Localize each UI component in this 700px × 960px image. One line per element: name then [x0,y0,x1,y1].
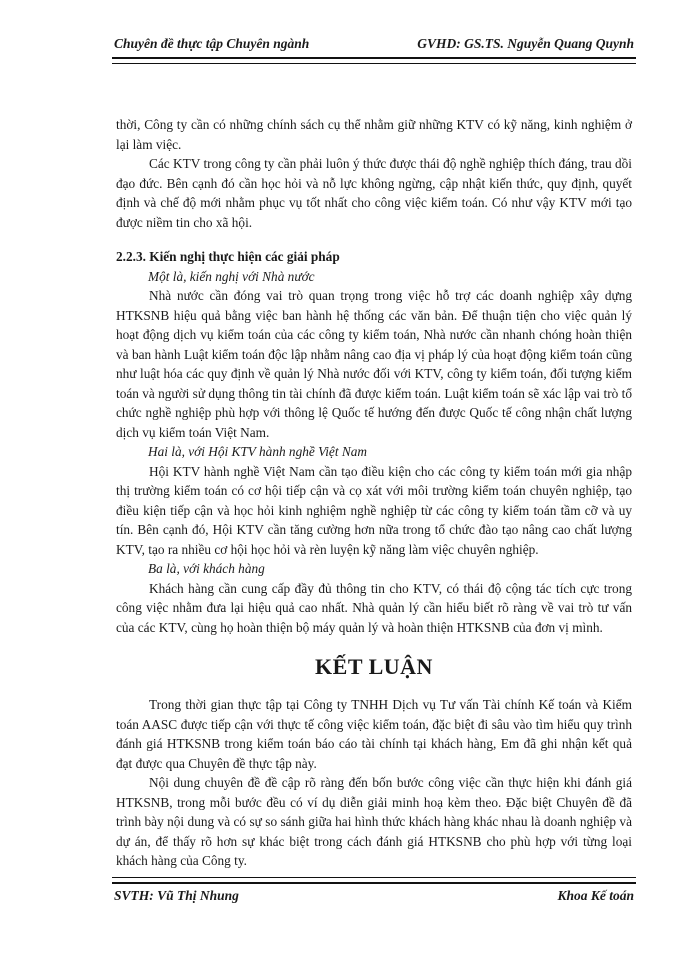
paragraph-conclusion-1: Trong thời gian thực tập tại Công ty TNHH Dịch vụ Tư vấn Tài chính Kế toán và Kiểm toán AASC được tiếp cận với thực tế công việc kiểm toán, đặc biệt đi sâu vào tìm hiểu quy trình đánh giá HTKSNB trong kiểm toán báo cáo tài chính tại khách hàng, Em đã ghi nhận kết quả đạt được qua Chuyên đề thực tập này. [116,697,632,771]
page-footer [114,888,634,904]
paragraph-continuation: thời, Công ty cần có những chính sách cụ thể nhằm giữ những KTV có kỹ năng, kinh nghiệm ở lại làm việc. [116,117,632,152]
paragraph-association: Hội KTV hành nghề Việt Nam cần tạo điều kiện cho các công ty kiểm toán mới gia nhập thị trường kiểm toán có cơ hội tiếp cận và cọ xát với môi trường kiểm toán chuyên nghiệp, tạo điều kiện tiếp cận và học hỏi kinh nghiệm nghề nghiệp từ các công ty kiểm toán tầm cỡ và uy tín. Bên cạnh đó, Hội KTV cần tăng cường hơn nữa trong tổ chức đào tạo nâng cao chất lượng KTV, tạo ra nhiều cơ hội học hỏi và rèn luyện kỹ năng làm việc chuyên nghiệp. [116,463,632,557]
paragraph-ktv-ethics: Các KTV trong công ty cần phải luôn ý thức được thái độ nghề nghiệp thích đáng, trau dồi đạo đức. Bên cạnh đó cần học hỏi và nỗ lực không ngừng, cập nhật kiến thức, quy định, quyết định và chế độ mới nhằm phục vụ tốt nhất cho công việc kiểm toán. Có như vậy KTV mới tạo được niềm tin cho xã hội. [116,156,632,230]
page-body [116,115,632,871]
paragraph-conclusion-2: Nội dung chuyên đề đề cập rõ ràng đến bốn bước công việc cần thực hiện khi đánh giá HTKSNB, trong mỗi bước đều có ví dụ diễn giải minh hoạ kèm theo. Đặc biệt Chuyên đề đã trình bày nội dung và có sự so sánh giữa hai hình thức khách hàng khác nhau là doanh nghiệp và dự án, để thấy rõ hơn sự khác biệt trong cách đánh giá HTKSNB cho phù hợp với từng loại khách hàng của Công ty. [116,775,632,868]
section-heading: 2.2.3. Kiến nghị thực hiện các giải pháp [116,249,340,264]
conclusion-title: KẾT LUẬN [315,654,433,679]
footer-student: SVTH: Vũ Thị Nhung [114,888,239,903]
subheading-clients: Ba là, với khách hàng [148,561,265,576]
page-header [114,36,634,52]
footer-divider [112,877,636,884]
subheading-association: Hai là, với Hội KTV hành nghề Việt Nam [148,444,367,459]
footer-department: Khoa Kế toán [557,888,634,903]
header-supervisor: GVHD: GS.TS. Nguyễn Quang Quynh [417,36,634,51]
paragraph-clients: Khách hàng cần cung cấp đầy đủ thông tin cho KTV, có thái độ cộng tác tích cực trong công việc nhằm đưa lại hiệu quả cao nhất. Nhà quản lý cần hiểu biết rõ ràng về vai trò tư vấn của các KTV, cùng họ hoàn thiện bộ máy quản lý và hoàn thiện HTKSNB của đơn vị mình. [116,580,632,635]
header-course-title: Chuyên đề thực tập Chuyên ngành [114,36,310,51]
paragraph-state: Nhà nước cần đóng vai trò quan trọng trong việc hỗ trợ các doanh nghiệp xây dựng HTKSNB hiệu quả bằng việc ban hành hệ thống các văn bản. Để thuận tiện cho việc quản lý hoạt động dịch vụ kiểm toán của các công ty kiểm toán, Nhà nước cần nhanh chóng hoàn thiện và ban hành Luật kiểm toán độc lập nhằm nâng cao địa vị pháp lý của hoạt động kiểm toán cũng như luật hóa các quy định về quản lý Nhà nước đối với KTV, công ty kiểm toán, đối tượng kiểm toán và người sử dụng thông tin tài chính đã được kiểm toán. Luật kiểm toán sẽ xác lập vai trò tổ chức nghề nghiệp phù hợp với thông lệ Quốc tế hướng đến được Quốc tế công nhận chất lượng dịch vụ kiểm toán Việt Nam. [116,288,632,440]
header-divider [112,57,636,64]
subheading-state: Một là, kiến nghị với Nhà nước [148,268,315,284]
